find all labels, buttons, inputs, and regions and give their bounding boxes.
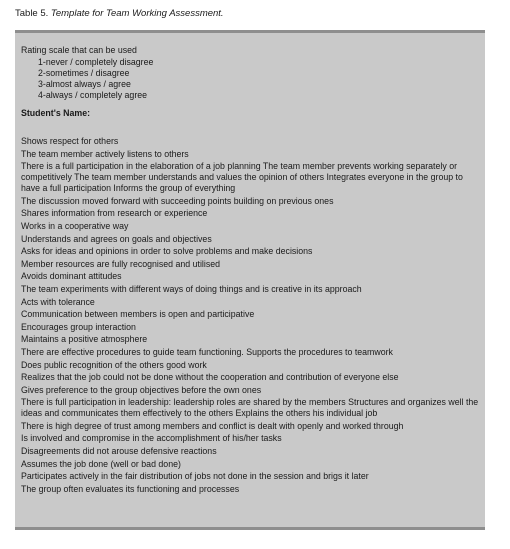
criteria-list	[21, 136, 479, 495]
criterion-item: There is full participation in leadership: leadership roles are shared by the members Structures and organizes well the ideas and communicates them effectively to the others Explains the others his individual job	[21, 397, 479, 419]
rating-scale-item: 4-always / completely agree	[38, 90, 148, 100]
criterion-item: There is a full participation in the elaboration of a job planning The team member prevents working separately or competitively The team member understands and values the opinion of others Integrates everyone in the group to have a full participation Informs the group of everything	[21, 161, 463, 194]
criterion-item: The discussion moved forward with succeeding points building on previous ones	[21, 195, 334, 206]
criterion-item: Encourages group interaction	[21, 321, 136, 332]
table-title: Template for Team Working Assessment.	[50, 8, 224, 19]
criterion-item: Member resources are fully recognised and utilised	[21, 258, 221, 269]
criterion-item: Communication between members is open and participative	[21, 309, 255, 320]
criterion-item: Participates actively in the fair distribution of jobs not done in the session and brigs it later	[21, 471, 369, 482]
criterion-item: Does public recognition of the others good work	[21, 359, 207, 370]
rating-scale-list	[21, 57, 479, 101]
criterion-item: Avoids dominant attitudes	[21, 271, 122, 282]
table-number: Table 5.	[15, 8, 51, 19]
criterion-item: Shows respect for others	[21, 136, 119, 146]
assessment-content	[21, 45, 479, 496]
criterion-item: The team experiments with different ways of doing things and is creative in its approach	[21, 283, 362, 294]
criterion-item: Assumes the job done (well or bad done)	[21, 458, 181, 469]
criterion-item: Shares information from research or experience	[21, 208, 208, 219]
table-caption	[15, 8, 224, 20]
criterion-item: Disagreements did not arouse defensive reactions	[21, 446, 217, 457]
rating-scale-item: 2-sometimes / disagree	[38, 68, 130, 78]
rating-scale-heading: Rating scale that can be used	[21, 45, 137, 55]
assessment-template-panel	[15, 30, 485, 530]
criterion-item: Maintains a positive atmosphere	[21, 334, 148, 345]
rating-scale-item: 3-almost always / agree	[38, 79, 131, 89]
criterion-item: Works in a cooperative way	[21, 220, 129, 231]
student-name-label: Student's Name:	[21, 108, 91, 118]
criterion-item: There are effective procedures to guide team functioning. Supports the procedures to teamwork	[21, 346, 393, 357]
criterion-item: Gives preference to the group objectives before the own ones	[21, 384, 262, 395]
criterion-item: The team member actively listens to others	[21, 148, 189, 159]
rating-scale-item: 1-never / completely disagree	[38, 57, 154, 67]
criterion-item: Understands and agrees on goals and objectives	[21, 233, 212, 244]
criterion-item: The group often evaluates its functioning and processes	[21, 483, 240, 494]
criterion-item: Asks for ideas and opinions in order to solve problems and make decisions	[21, 246, 313, 257]
criterion-item: There is high degree of trust among members and conflict is dealt with openly and worked through	[21, 420, 404, 431]
criterion-item: Is involved and compromise in the accomplishment of his/her tasks	[21, 433, 282, 444]
criterion-item: Realizes that the job could not be done without the cooperation and contribution of everyone else	[21, 372, 399, 383]
criterion-item: Acts with tolerance	[21, 296, 95, 307]
